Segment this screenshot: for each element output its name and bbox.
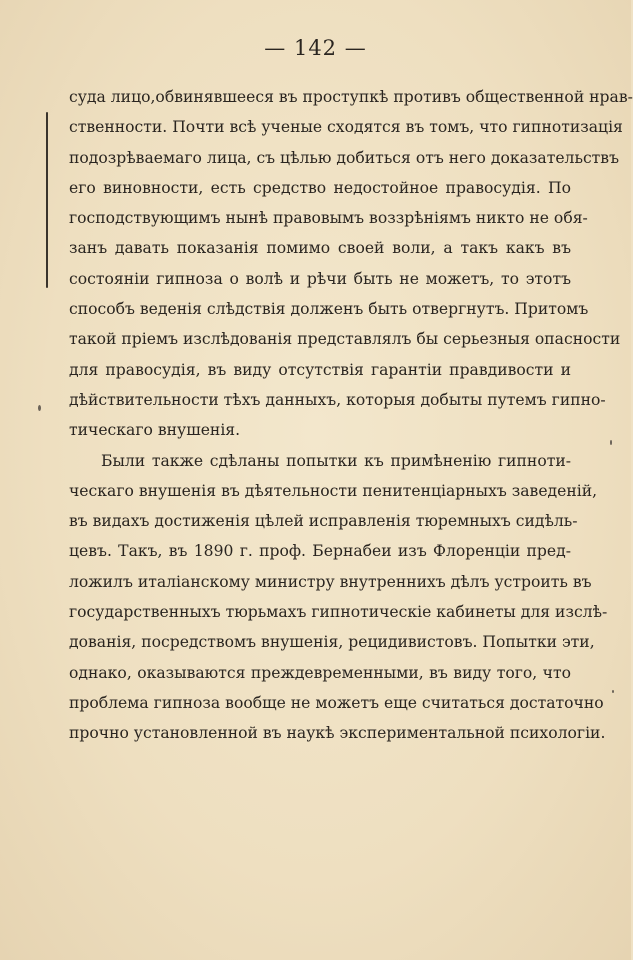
paragraph-start-line: Были также сдѣланы попытки къ примѣненію гипноти-	[101, 451, 571, 470]
text-line: его виновности, есть средство недостойное правосудія. По	[69, 178, 571, 197]
paper-speck	[612, 690, 614, 693]
text-line: подозрѣваемаго лица, съ цѣлью добиться отъ него доказательствъ	[69, 148, 620, 167]
text-line: прочно установленной въ наукѣ экспериментальной психологіи.	[69, 724, 606, 743]
paper-speck	[38, 405, 41, 411]
margin-pencil-mark	[46, 112, 48, 288]
text-line: занъ давать показанія помимо своей воли, а такъ какъ въ	[69, 239, 571, 258]
text-line: способъ веденія слѣдствія долженъ быть отвергнутъ. Притомъ	[69, 300, 589, 319]
text-line: государственныхъ тюрьмахъ гипнотическіе кабинеты для изслѣ-	[69, 603, 608, 622]
text-line: господствующимъ нынѣ правовымъ воззрѣніямъ никто не обя-	[69, 209, 588, 228]
body-text	[69, 82, 633, 749]
text-line: дованія, посредствомъ внушенія, рецидивистовъ. Попытки эти,	[69, 633, 595, 652]
text-line: такой пріемъ изслѣдованія представлялъ бы серьезныя опасности	[69, 330, 621, 349]
text-line: для правосудія, въ виду отсутствія гарантіи правдивости и	[69, 360, 571, 379]
text-line: дѣйствительности тѣхъ данныхъ, которыя добыты путемъ гипно-	[69, 390, 606, 409]
paragraph-end-line: тическаго внушенія.	[69, 421, 241, 440]
text-line: проблема гипноза вообще не можетъ еще считаться достаточно	[69, 693, 604, 712]
text-line: ственности. Почти всѣ ученые сходятся въ томъ, что гипнотизація	[69, 118, 623, 137]
text-line: ческаго внушенія въ дѣятельности пенитенціарныхъ заведеній,	[69, 481, 598, 500]
text-line: однако, оказываются преждевременными, въ виду того, что	[69, 663, 571, 682]
text-line: ложилъ италіанскому министру внутреннихъ дѣлъ устроить въ	[69, 572, 592, 591]
page-number: — 142 —	[264, 36, 367, 60]
paper-speck	[610, 440, 612, 445]
text-line: цевъ. Такъ, въ 1890 г. проф. Бернабеи изъ Флоренціи пред-	[69, 542, 571, 561]
text-line: суда лицо,обвинявшееся въ проступкѣ противъ общественной нрав-	[69, 88, 633, 106]
text-line: въ видахъ достиженія цѣлей исправленія тюремныхъ сидѣль-	[69, 512, 578, 531]
text-line: состояніи гипноза о волѣ и рѣчи быть не можетъ, то этотъ	[69, 269, 571, 288]
